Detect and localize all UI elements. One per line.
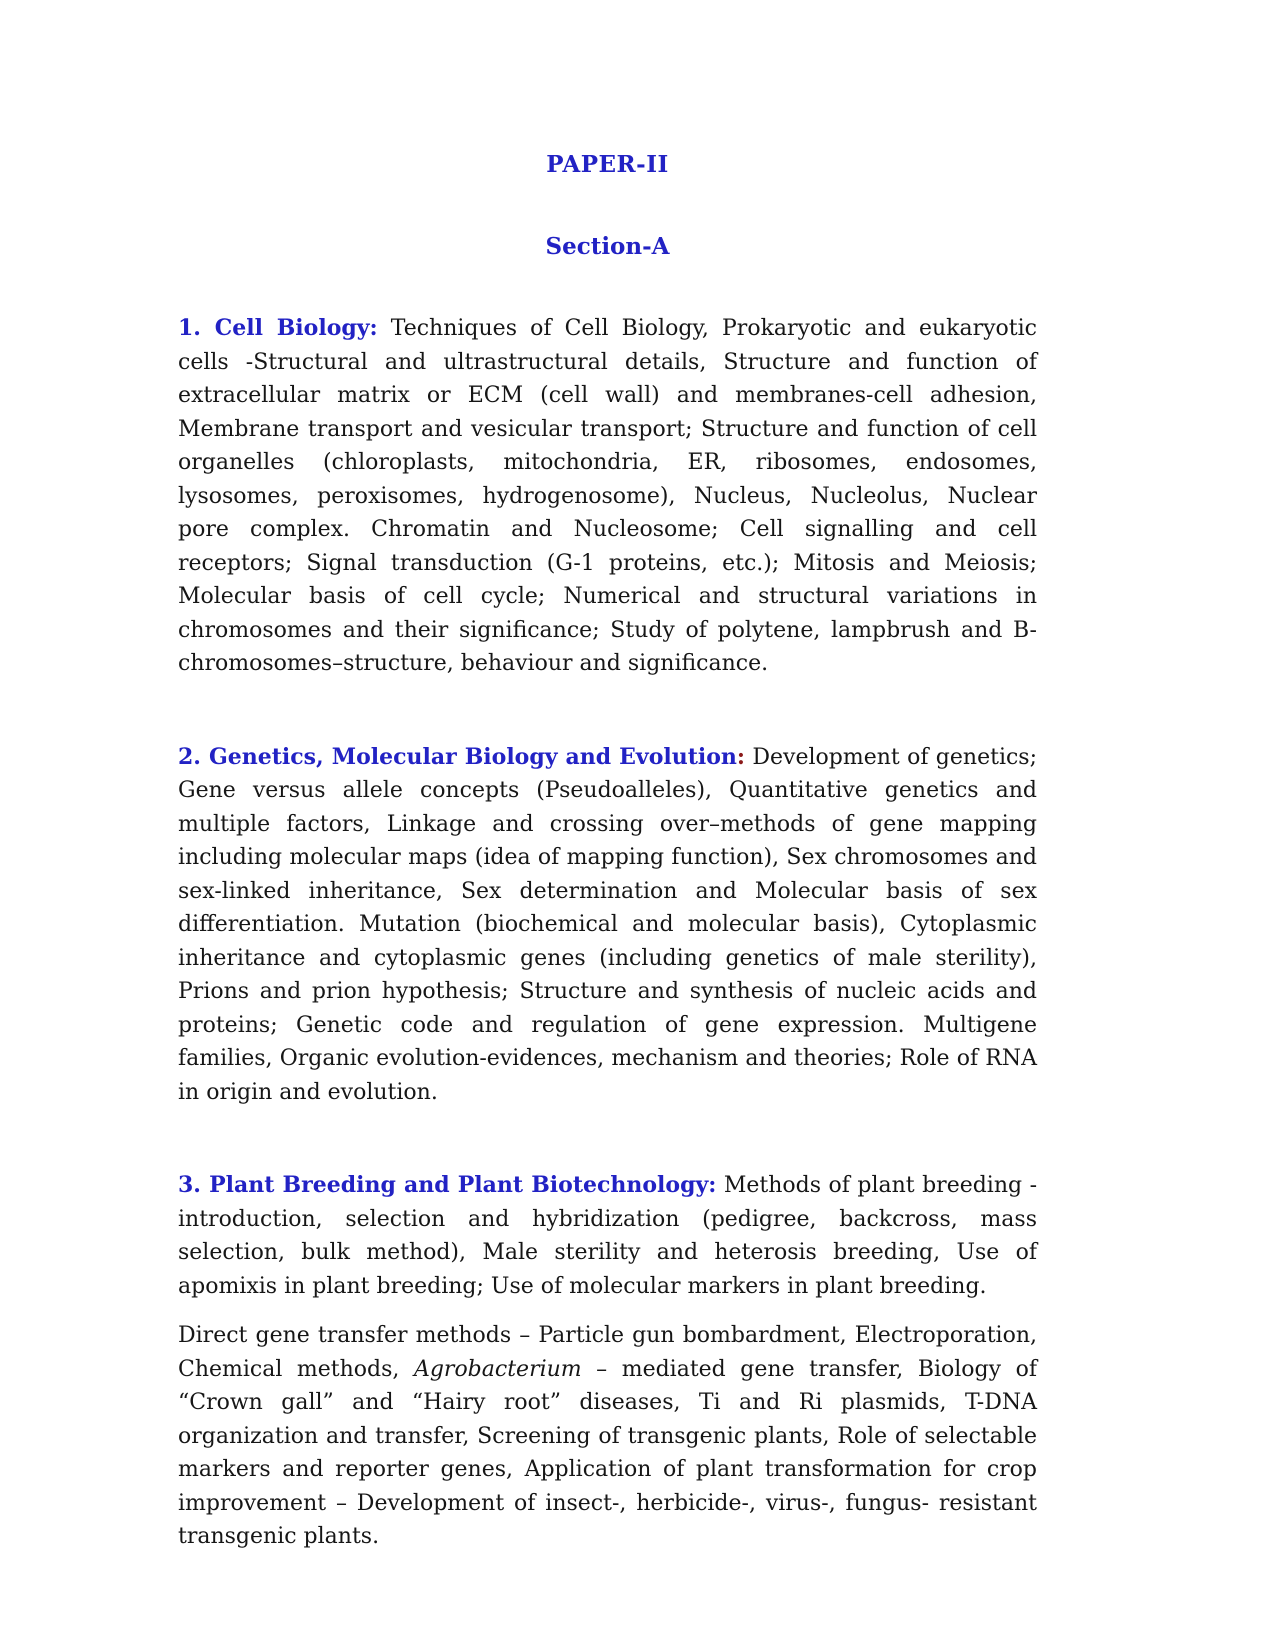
section-body-plant-breeding: Methods of plant breeding - introduction, selection and hybridization (pedigree, backcross, mass selection, bulk method), Male sterility and heterosis breeding, Use of apomixis in plant breeding; Use of molecular markers in plant breeding.: [178, 1173, 1038, 1299]
gene-transfer-text-pre: Direct gene transfer methods – Particle gun bombardment, Electroporation, Chemical methods,: [178, 1323, 1037, 1382]
section-heading-genetics: 2. Genetics, Molecular Biology and Evolution: [178, 743, 737, 770]
section-heading-plant-breeding: 3. Plant Breeding and Plant Biotechnology:: [178, 1172, 717, 1198]
italic-genus-term: Agrobacterium: [413, 1356, 582, 1382]
paragraph-gene-transfer: [178, 1319, 1037, 1554]
section-a-title: Section-A: [545, 233, 670, 260]
paragraph-plant-breeding: [178, 1169, 1037, 1303]
section-body-cell-biology: Techniques of Cell Biology, Prokaryotic and eukaryotic cells -Structural and ultrastructural details, Structure and function of extracellular matrix or ECM (cell wall) and membranes-cell adhesion, Membrane transport and vesicular transport; Structure and function of cell organelles (chloroplasts, mitochondria, ER, ribosomes, endosomes, lysosomes, peroxisomes, hydrogenosome), Nucleus, Nucleolus, Nuclear pore complex. Chromatin and Nucleosome; Cell signalling and cell receptors; Signal transduction (G-1 proteins, etc.); Mitosis and Meiosis; Molecular basis of cell cycle; Numerical and structural variations in chromosomes and their significance; Study of polytene, lampbrush and B-chromosomes–structure, behaviour and significance.: [178, 316, 1037, 676]
paragraph-cell-biology: [178, 312, 1037, 681]
paragraph-genetics: [178, 741, 1037, 1110]
heading-colon-genetics: :: [736, 743, 746, 770]
section-heading-cell-biology: 1. Cell Biology:: [178, 315, 378, 341]
section-body-genetics: Development of genetics; Gene versus allele concepts (Pseudoalleles), Quantitative genetics and multiple factors, Linkage and crossing over–methods of gene mapping including molecular maps (idea of mapping function), Sex chromosomes and sex-linked inheritance, Sex determination and Molecular basis of sex differentiation. Mutation (biochemical and molecular basis), Cytoplasmic inheritance and cytoplasmic genes (including genetics of male sterility), Prions and prion hypothesis; Structure and synthesis of nucleic acids and proteins; Genetic code and regulation of gene expression. Multigene families, Organic evolution-evidences, mechanism and theories; Role of RNA in origin and evolution.: [178, 744, 1037, 1105]
paper-title: PAPER-II: [546, 151, 669, 178]
gene-transfer-text-post: – mediated gene transfer, Biology of “Crown gall” and “Hairy root” diseases, Ti and Ri plasmids, T-DNA organization and transfer, Screening of transgenic plants, Role of selectable markers and reporter genes, Application of plant transformation for crop improvement – Development of insect-, herbicide-, virus-, fungus- resistant transgenic plants.: [178, 1356, 1037, 1549]
